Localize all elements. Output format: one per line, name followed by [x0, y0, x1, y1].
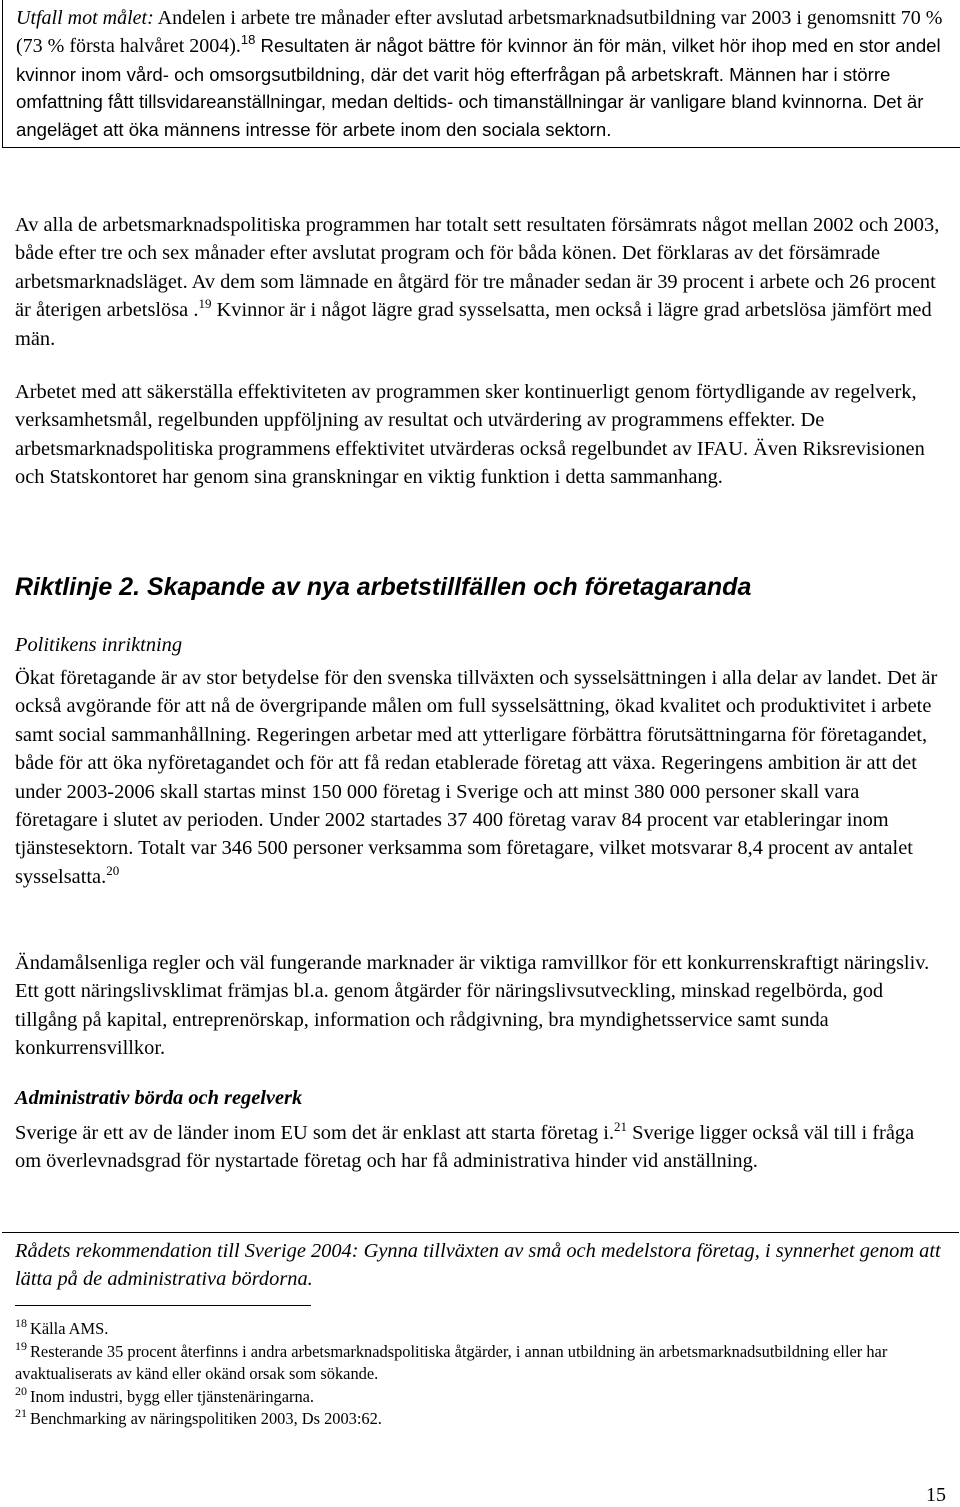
- footnote-ref-20[interactable]: 20: [106, 862, 120, 878]
- paragraph-programmes-text-2: Kvinnor är i något lägre grad sysselsatta, men också i lägre grad arbetslösa jämfört med män.: [15, 299, 932, 350]
- paragraph-framework: Ändamålsenliga regler och väl fungerande marknader är viktiga ramvillkor för ett konkurrenskraftigt näringsliv. Ett gott näringslivsklimat främjas bl.a. genom åtgärder för näringslivsutveckling, minskad regelbörda, god tillgång på kapital, entreprenörskap, information och rådgivning, bra myndighetsservice samt sunda konkurrensvillkor.: [15, 952, 930, 1060]
- paragraph-sweden-text-1: Sverige är ett av de länder inom EU som det är enklast att starta företag i.: [15, 1122, 615, 1144]
- paragraph-programmes: [15, 211, 945, 353]
- footnote-19: [15, 1338, 945, 1386]
- footnotes: [15, 1318, 945, 1431]
- paragraph-sweden-text-2: Sverige ligger också väl till i fråga om överlevnadsgrad för nystartade företag och har få administrativa hinder vid anställning.: [15, 1122, 915, 1173]
- footnote-separator: [15, 1305, 311, 1306]
- footnote-21: [15, 1408, 945, 1431]
- paragraph-effectiveness: Arbetet med att säkerställa effektiviteten av programmen sker kontinuerligt genom förtydligande av regelverk, verksamhetsmål, regelbunden uppföljning av resultat och utvärdering av programmens effekter. De arbetsmarknadspolitiska programmens effektivitet utvärderas också regelbundet av IFAU. Även Riksrevisionen och Statskontoret har genom sina granskningar en viktig funktion i detta sammanhang.: [15, 381, 925, 489]
- subheading-administrative-burden: Administrativ börda och regelverk: [15, 1087, 303, 1109]
- footnote-number: 19: [15, 1338, 27, 1353]
- page-number: 15: [926, 1484, 946, 1506]
- footnote-number: 18: [15, 1316, 27, 1330]
- box-text-2: Resultaten är något bättre för kvinnor än för män, vilket hör ihop med en stor andel kvinnor inom vård- och omsorgsutbildning, där det varit hög efterfrågan på arbetskraft. Männen har i större omfattning fått tillsvidareanställningar, medan deltids- och timanställningar är vanligare bland kvinnorna. Det är angeläget att öka männens intresse för arbete inom den sociala sektorn.: [16, 35, 941, 140]
- footnote-text: Källa AMS.: [30, 1319, 109, 1338]
- footnote-number: 21: [15, 1406, 27, 1420]
- footnote-ref-21[interactable]: 21: [614, 1119, 628, 1134]
- paragraph-enterprise: [15, 664, 945, 891]
- footnote-18: [15, 1318, 945, 1341]
- paragraph-sweden: [15, 1119, 945, 1176]
- council-recommendation: Rådets rekommendation till Sverige 2004: Gynna tillväxten av små och medelstora företag, i synnerhet genom att lätta på de administrativa bördorna.: [2, 1232, 959, 1293]
- box-lead: Utfall mot målet:: [16, 7, 154, 29]
- footnote-text: Resterande 35 procent återfinns i andra arbetsmarknadspolitiska åtgärder, i annan utbildning än arbetsmarknadsutbildning eller har avaktualiserats av känd eller okänd orsak som sökande.: [15, 1341, 888, 1383]
- outcome-box: [2, 0, 960, 148]
- footnote-number: 20: [15, 1383, 27, 1398]
- footnote-ref-18[interactable]: 18: [240, 32, 256, 48]
- subheading-policy: Politikens inriktning: [15, 634, 183, 656]
- footnote-text: Inom industri, bygg eller tjänstenäringarna.: [30, 1386, 315, 1406]
- footnote-ref-19[interactable]: 19: [198, 296, 212, 312]
- box-text-1: Andelen i arbete tre månader efter avslutad arbetsmarknadsutbildning var 2003 i genomsnitt 70 % (73 % första halvåret 2004).: [16, 7, 943, 58]
- paragraph-enterprise-text: Ökat företagande är av stor betydelse för den svenska tillväxten och sysselsättningen i alla delar av landet. Det är också avgörande för att nå de övergripande målen om full sysselsättning, ökad kvalitet och produktivitet i arbete samt social sammanhållning. Regeringen arbetar med att ytterligare förbättra förutsättningarna för företagandet, både för att öka nyföretagandet och för att få redan etablerade företag att växa. Regeringens ambition är att det under 2003-2006 skall startas minst 150 000 företag i Sverige och att minst 380 000 personer skall vara företagare i slutet av perioden. Under 2002 startades 37 400 företag varav 84 procent var etableringar inom tjänstesektorn. Totalt var 346 500 personer verksamma som företagare, vilket motsvarar 8,4 procent av antalet sysselsatta.: [15, 667, 938, 888]
- paragraph-programmes-text-1: Av alla de arbetsmarknadspolitiska programmen har totalt sett resultaten försämrats något mellan 2002 och 2003, både efter tre och sex månader efter avslutat program och för båda könen. Det förklaras av det försämrade arbetsmarknadsläget. Av dem som lämnade en åtgärd för tre månader sedan är 39 procent i arbete och 26 procent är återigen arbetslösa .: [15, 214, 940, 322]
- section-heading: Riktlinje 2. Skapande av nya arbetstillfällen och företagaranda: [15, 573, 752, 601]
- footnote-20: [15, 1383, 945, 1409]
- footnote-text: Benchmarking av näringspolitiken 2003, Ds 2003:62.: [30, 1409, 382, 1428]
